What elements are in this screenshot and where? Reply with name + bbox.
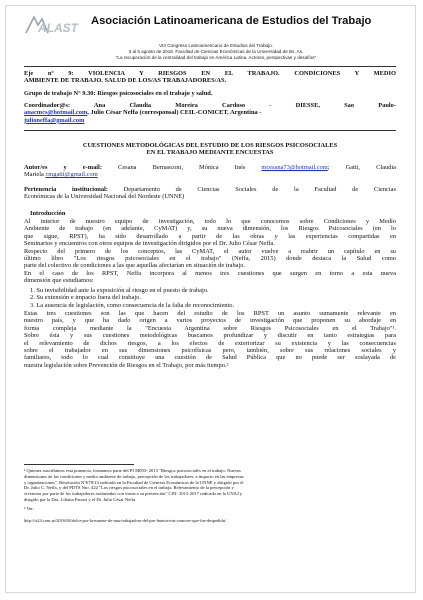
org-title: Asociación Latinoamericana de Estudios del Trabajo [91,15,372,27]
divider-top [24,66,396,67]
author-email-link-2[interactable]: cmgatti@gmail.com [45,171,98,179]
axis-line-1: Eje nº 9: VIOLENCIA Y RIESGOS EN EL TRABAJO. CONDICIONES Y MEDIO [24,70,396,77]
list-item: 3. La ausencia de legislación, como consecuencia de la falta de reconocimiento. [30,301,235,309]
affiliation-text-2: Económicas de la Universidad Nacional del Nordeste (UNNE) [24,193,185,201]
intro-paragraph-2 [24,310,396,369]
working-group: Grupo de trabajo N° 9.30: Riesgos psicosociales en el trabajo y salud. [24,90,213,97]
intro-p2-line: nuestra legislación sobre Prevención de Riesgos en el Trabajo, por más tiempo.² [24,361,229,369]
footnote-1-line: y organizaciones". Resolución N°678/13 radicado en la Facultad de Ciencias Económicas de la UNNE y dirigido por el [24,479,244,485]
list-item: 1. Su invisibilidad ante la exposición al riesgo en el puesto de trabajo. [30,287,209,294]
intro-p2-line: Estas tres cuestiones son las que hacen del estudio de los RPST un asunto sumamente relevante en [24,310,396,317]
intro-p1-line: último libro "Los riesgos psicosociales en el trabajo" (Neffa, 2015) donde destaca la Salud como [24,255,396,263]
footnote-1 [24,468,396,503]
conference-line-1: VIII Congreso Latinoamericano de Estudios del Trabajo. [159,43,273,48]
intro-heading: Introducción [30,210,66,217]
coordinators-label: Coordinador@s: [24,102,71,109]
paper-title [24,142,396,157]
axis-line-2: AMBIENTE DE TRABAJO. SALUD DE LOS/AS TRABAJADORES/AS. [24,77,227,85]
intro-paragraph-1 [24,218,396,285]
coordinators-text-1: Ana Claudia Moreira Cardoso - DIESSE, Sao Paulo- [70,102,396,109]
intro-p2-line: sobre el trabajador en sus dimensiones psicofísicas pero, también, sobre sus relaciones sociales y [24,347,396,355]
logo-text: ALAST [38,21,78,35]
conference-line-2: 3 al 5 agosto de 2016. Facultad de Ciencias Económicas de la Universidad de Bs. As. [128,49,304,55]
coordinators-text-2: , Julio César Neffa (corresponsal) CEIL-CONICET, Argentina - [87,109,262,117]
intro-p2-line: nuestro país, y que ha dado origen a varios proyectos de investigación que proponen su abordaje en [24,317,396,325]
rpst-issues-list [30,287,390,309]
footnote-2-label: ² Ver: [24,506,35,511]
intro-p1-line: Al interior de nuestro equipo de investigación, todo lo que conocemos sobre Condiciones y Medio [24,218,396,225]
paper-title-line-1: CUESTIONES METODOLÓGICAS DEL ESTUDIO DE LOS RIESGOS PSICOSOCIALES [82,142,338,149]
footnote-1-line: ¹ Quienes suscribimos esta ponencia, formamos parte del PI M003- 2013 "Riesgos psicosociales en el trabajo. Nuevas [24,468,241,473]
footnote-1-line: dimensiones de las condiciones y medio ambiente de trabajo, percepción de los trabajadores, e impacto en las empresas [24,473,244,479]
paper-title-line-2: EN EL TRABAJO MEDIANTE ENCUESTAS [146,149,274,157]
authors-text-3: Mariela [24,171,46,179]
authors-text-2: ; Gatti, Claudia [327,164,396,171]
coordinators-block [24,102,396,124]
page-header [6,6,415,36]
conference-info [46,43,386,62]
intro-p1-line: parte del colectivo de condiciones a las que aquellas afectarían en situación de trabajo. [24,262,246,270]
alast-logo [24,13,84,35]
divider-middle [24,130,396,131]
intro-p1-line: En el caso de los RPST, Neffa incorpora al menos tres cuestiones que surgen en torno a esta nueva [24,269,396,277]
author-email-link-1[interactable]: mcesana73@hotmail.com [261,164,328,171]
authors-block [24,164,396,179]
intro-p2-line: Sobre ésta y sus cuestiones metodológicas buscamos profundizar y discutir en tanto estrategias para [24,332,396,340]
axis-heading [24,70,396,85]
authors-label: Autor/es y e-mail: [24,164,102,171]
list-item: 2. Su extensión e impacto fuera del trabajo. [30,294,141,302]
affiliation-block [24,186,396,201]
document-page [5,5,416,593]
conference-line-3: "La recuperación de la centralidad del trabajo en América Latina. Actores, perspectivas y desafíos" [115,55,317,61]
intro-p1-line: Ambiente de trabajo (en adelante, CyMAT) y, su nueva dimensión, los Riesgos Psicosociales (en lo [24,225,396,233]
footnote-1-line: vivencias por parte de los trabajadores asalariados con vistas a su prevención" CIN- 2015-2017 radicado en la UNAJ y [24,491,243,497]
coordinator-email-link-2[interactable]: julioneffa@gmail.com [24,116,85,124]
intro-p1-line: Seminarios y encuentros con otros equipos de investigación dirigidos por el Dr. Julio César Neffa. [24,240,275,248]
alast-logo-icon [24,13,84,35]
intro-p2-line: familiares, todo lo cual constituye una cuestión de Salud Pública que no puede ser soslayada de [24,354,396,362]
intro-p1-line: Respecto del primero de los conceptos, las CyMAT, el autor vuelve a reabrir un capítulo en su [24,247,396,255]
affiliation-text-1: Departamento de Ciencias Sociales de la Facultad de Ciencias [107,186,396,193]
footnote-2-url[interactable]: http://ts24.com.ar/2016/04/dolor-por-la-muerte-de-una-trabajadora-del-pro-huerta-tras-conocer-que-fue-despedida/ [24,518,226,523]
affiliation-label: Pertenencia institucional: [24,186,108,193]
footnote-1-line: Dr. Julio C. Neffa, y del PDTS Nro. 422 "Los riesgos psicosociales en el trabajo. Relevamiento de la percepción y [24,485,234,491]
intro-p1-line: dimensión que estudiamos: [24,277,94,285]
footnote-1-line: dirigido por la Dra. Liliana Ferrari y el Dr. Julio César Neffa. [24,496,137,502]
intro-p1-line: que sigue, RPST), ha sido desarrollado a partir de las obras y las experiencias compartidas en [24,232,396,240]
intro-p2-line: el relevamiento de dichos riesgos, a los efectos de exteriorizar su existencia y las consecuencias [24,339,396,347]
coordinator-email-link-1[interactable]: anacmcs@hotmail.com [24,109,88,117]
intro-p2-line: forma compleja mediante la "Encuesta Argentina sobre Riesgos Psicosociales en el Trabajo"¹. [24,324,396,332]
authors-text-1: Cesana Bernasconi, Mónica Inés [101,164,262,171]
footnote-separator [24,464,134,465]
